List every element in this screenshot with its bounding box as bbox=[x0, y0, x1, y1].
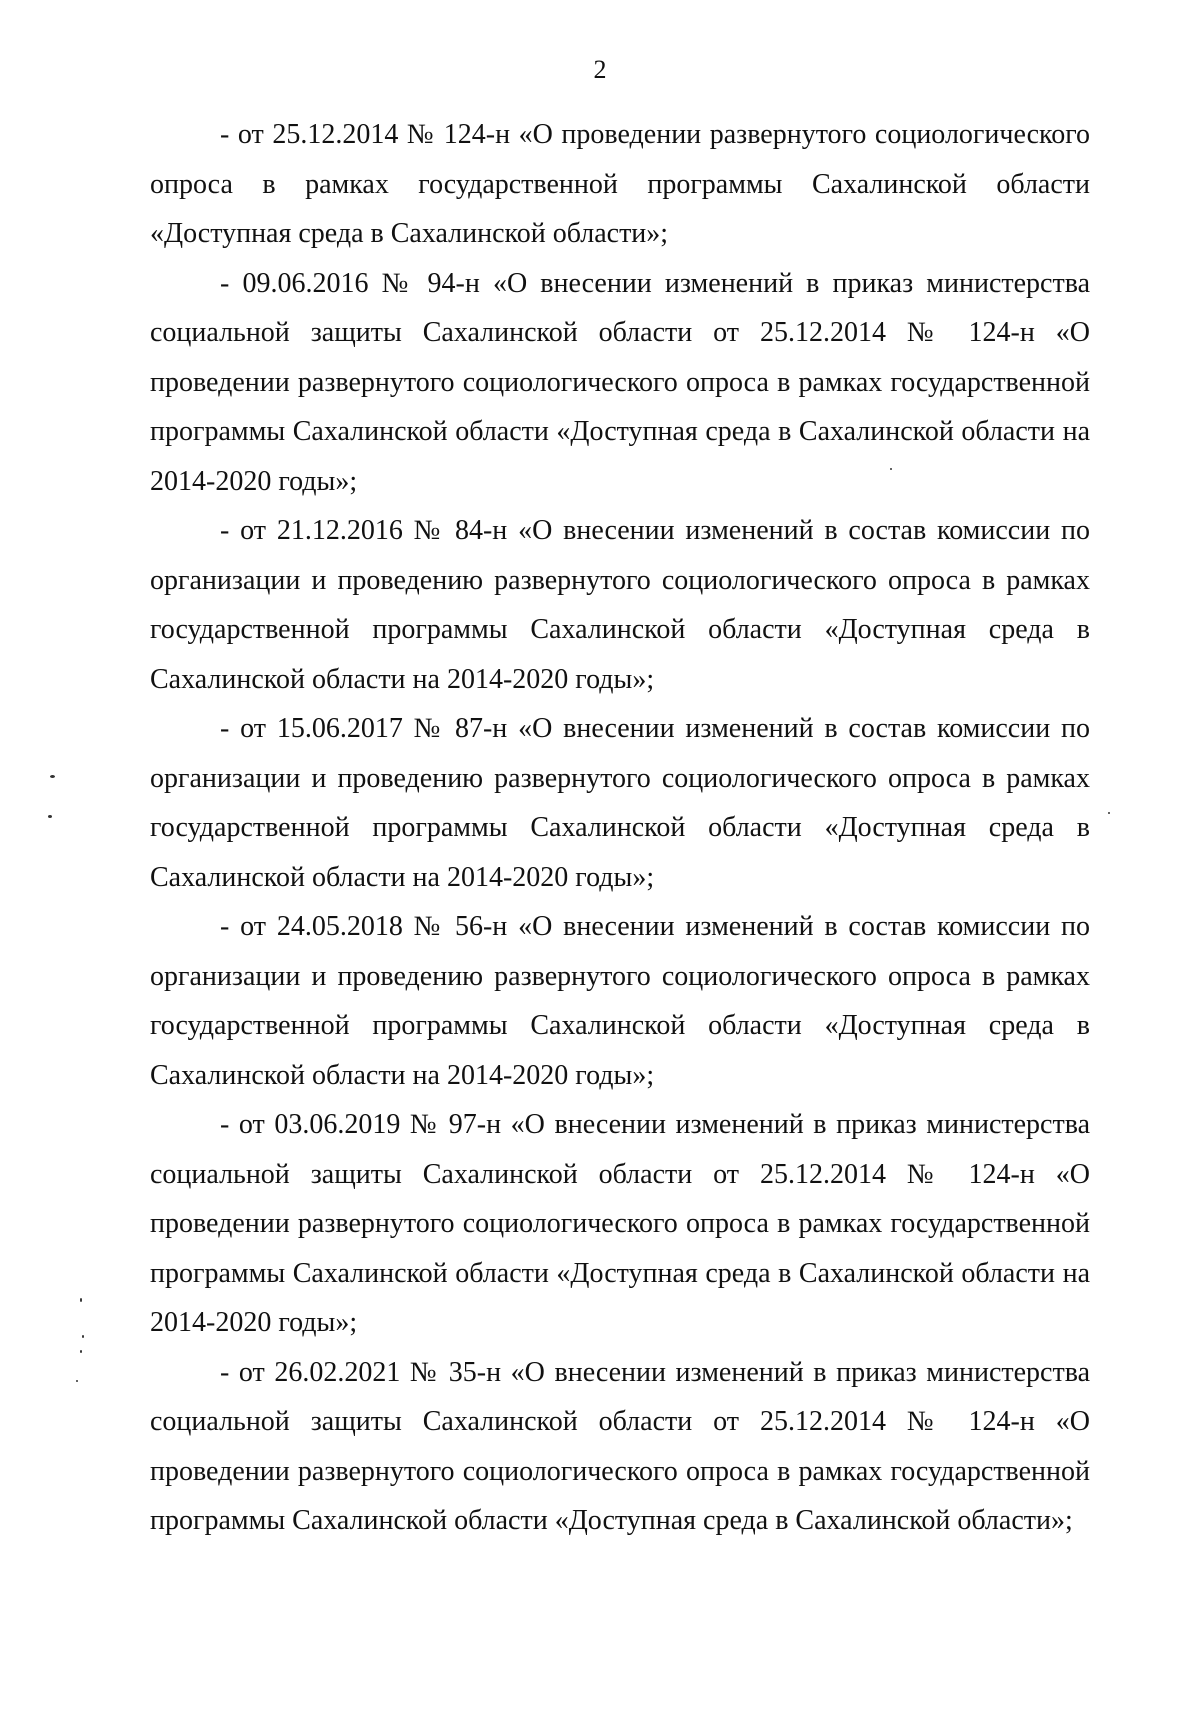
scan-speck bbox=[80, 1298, 82, 1302]
document-entry: - 09.06.2016 № 94-н «О внесении изменений в приказ министерства социальной защиты Сахалинской области от 25.12.2014 № 124-н «О проведении развернутого социологического опроса в рамках государственной программы Сахалинской области «Доступная среда в Сахалинской области на 2014-2020 годы»; bbox=[150, 267, 1090, 497]
document-body bbox=[150, 110, 1090, 1546]
scan-speck bbox=[890, 468, 892, 470]
document-entry: - от 21.12.2016 № 84-н «О внесении изменений в состав комиссии по организации и проведению развернутого социологического опроса в рамках государственной программы Сахалинской области «Доступная среда в Сахалинской области на 2014-2020 годы»; bbox=[150, 515, 1090, 695]
document-entry: - от 24.05.2018 № 56-н «О внесении изменений в состав комиссии по организации и проведению развернутого социологического опроса в рамках государственной программы Сахалинской области «Доступная среда в Сахалинской области на 2014-2020 годы»; bbox=[150, 911, 1090, 1091]
document-entry: - от 15.06.2017 № 87-н «О внесении изменений в состав комиссии по организации и проведению развернутого социологического опроса в рамках государственной программы Сахалинской области «Доступная среда в Сахалинской области на 2014-2020 годы»; bbox=[150, 713, 1090, 893]
scan-speck bbox=[76, 1380, 78, 1382]
scan-speck bbox=[82, 1335, 84, 1338]
page-number: 2 bbox=[593, 55, 607, 84]
document-entry: - от 25.12.2014 № 124-н «О проведении развернутого социологического опроса в рамках государственной программы Сахалинской области «Доступная среда в Сахалинской области»; bbox=[150, 119, 1090, 249]
document-entry: - от 03.06.2019 № 97-н «О внесении изменений в приказ министерства социальной защиты Сахалинской области от 25.12.2014 № 124-н «О проведении развернутого социологического опроса в рамках государственной программы Сахалинской области «Доступная среда в Сахалинской области на 2014-2020 годы»; bbox=[150, 1109, 1090, 1338]
scan-speck bbox=[48, 815, 52, 818]
scan-speck bbox=[80, 1350, 82, 1353]
scan-speck bbox=[50, 775, 55, 778]
scan-speck bbox=[1108, 812, 1110, 814]
document-entry: - от 26.02.2021 № 35-н «О внесении изменений в приказ министерства социальной защиты Сахалинской области от 25.12.2014 № 124-н «О проведении развернутого социологического опроса в рамках государственной программы Сахалинской области «Доступная среда в Сахалинской области»; bbox=[150, 1356, 1090, 1536]
